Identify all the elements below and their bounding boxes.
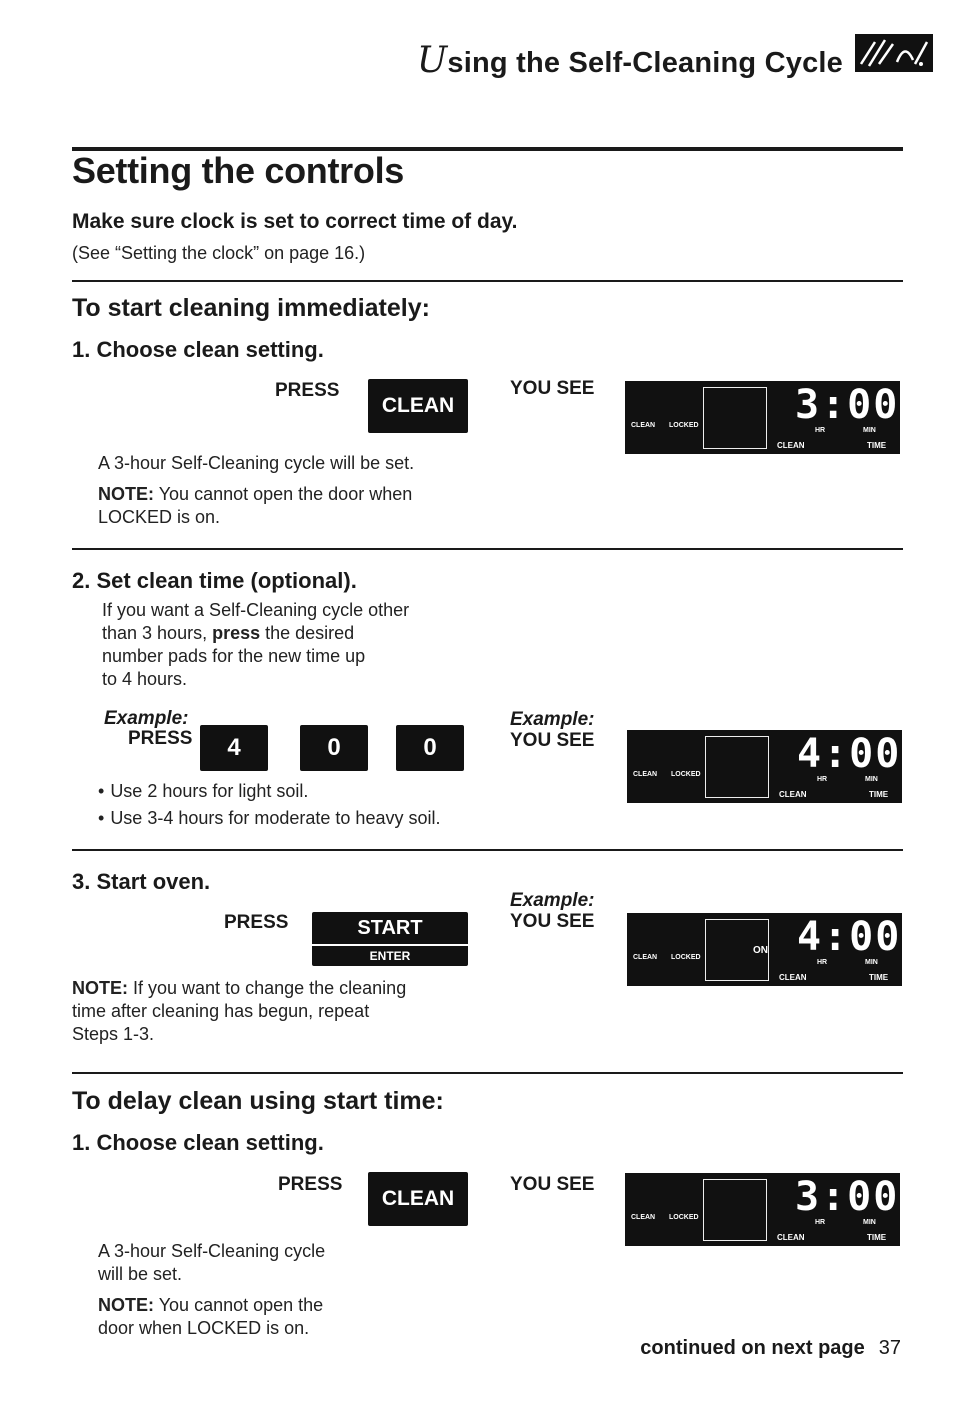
display-label-hr: HR [815, 1219, 826, 1226]
step-rule [72, 849, 903, 851]
oven-display [627, 913, 902, 986]
enter-label: ENTER [369, 949, 411, 963]
immediate-step1-title: 1. Choose clean setting. [72, 337, 324, 362]
footer [640, 1337, 901, 1360]
display-label-clean-time-clean: CLEAN [777, 1233, 805, 1242]
section-rule [72, 280, 903, 282]
display-label-clean: CLEAN [633, 771, 658, 778]
display-label-locked: LOCKED [671, 771, 701, 778]
immediate-step1-desc: A 3-hour Self-Cleaning cycle will be set. [98, 453, 415, 473]
example-label: Example: [104, 708, 189, 729]
display-label-time: TIME [869, 790, 889, 799]
oven-door-indicator [703, 1179, 767, 1241]
page-header [417, 40, 843, 81]
display-label-clean: CLEAN [631, 422, 656, 429]
immediate-heading: To start cleaning immediately: [72, 294, 430, 322]
display-label-min: MIN [863, 1219, 876, 1226]
step2-line2-c: the desired [260, 623, 355, 643]
note-text: You cannot open the [158, 1295, 324, 1315]
step2-line1: If you want a Self-Cleaning cycle other [102, 600, 410, 620]
display-label-hr: HR [815, 427, 826, 434]
example-label: Example: [510, 890, 595, 911]
start-label: START [312, 912, 468, 946]
oven-door-indicator [703, 387, 767, 449]
display-label-clean: CLEAN [631, 1214, 656, 1221]
display-digits: 4:00 [797, 914, 902, 960]
step-rule [72, 548, 903, 550]
number-pad-0[interactable]: 0 [396, 725, 464, 771]
display-label-min: MIN [863, 427, 876, 434]
header-title: sing the Self-Cleaning Cycle [447, 47, 843, 79]
immediate-step1-note-cont: LOCKED is on. [98, 507, 221, 527]
oven-display [627, 730, 902, 803]
you-see-label: YOU SEE [510, 378, 595, 399]
immediate-step2-title: 2. Set clean time (optional). [72, 568, 357, 593]
note-text: If you want to change the cleaning [133, 978, 407, 998]
display-label-time: TIME [867, 1233, 887, 1242]
display-label-min: MIN [865, 776, 878, 783]
display-label-time: TIME [869, 973, 889, 982]
display-label-time: TIME [867, 441, 887, 450]
delay-heading: To delay clean using start time: [72, 1087, 444, 1115]
step3-note [72, 977, 406, 1000]
immediate-step1-note [98, 483, 412, 506]
step2-line3: number pads for the new time up [102, 646, 366, 666]
display-label-hr: HR [817, 776, 828, 783]
delay-step1-desc-cont: will be set. [98, 1264, 183, 1284]
you-see-label: YOU SEE [510, 911, 595, 932]
display-digits: 3:00 [795, 1174, 900, 1220]
display-digits: 4:00 [797, 731, 902, 777]
clean-pad-button[interactable]: CLEAN [368, 1172, 468, 1226]
display-label-clean: CLEAN [633, 954, 658, 961]
step2-line2-b: press [212, 623, 261, 643]
number-pad-0[interactable]: 0 [300, 725, 368, 771]
page-number: 37 [878, 1337, 901, 1359]
you-see-label: YOU SEE [510, 730, 595, 751]
press-label: PRESS [224, 912, 289, 933]
delay-step1-note [98, 1294, 323, 1317]
step2-line4: to 4 hours. [102, 669, 188, 689]
oven-display [625, 381, 900, 454]
immediate-step3-title: 3. Start oven. [72, 869, 211, 894]
display-label-locked: LOCKED [671, 954, 701, 961]
display-label-hr: HR [817, 959, 828, 966]
display-label-min: MIN [865, 959, 878, 966]
oven-door-indicator [705, 736, 769, 798]
step2-line2-a: than 3 hours, [102, 623, 213, 643]
bullet-item: • Use 2 hours for light soil. [98, 780, 308, 803]
clean-pad-button[interactable]: CLEAN [368, 379, 468, 433]
clock-heading: Make sure clock is set to correct time of day. [72, 210, 518, 233]
continued-text: continued on next page [640, 1337, 865, 1359]
oven-display [625, 1173, 900, 1246]
example-label: Example: [510, 709, 595, 730]
bullet-item: • Use 3-4 hours for moderate to heavy soil. [98, 807, 440, 830]
header-initial: U [416, 40, 448, 81]
delay-step1-note-cont: door when LOCKED is on. [98, 1318, 310, 1338]
display-label-clean-time-clean: CLEAN [779, 790, 807, 799]
display-label-clean-time-clean: CLEAN [777, 441, 805, 450]
note-label: NOTE: [98, 484, 154, 504]
display-label-clean-time-clean: CLEAN [779, 973, 807, 982]
press-label: PRESS [275, 380, 340, 401]
you-see-label: YOU SEE [510, 1174, 595, 1195]
note-label: NOTE: [72, 978, 128, 998]
delay-step1-desc: A 3-hour Self-Cleaning cycle [98, 1241, 326, 1261]
step3-note-cont: time after cleaning has begun, repeat [72, 1001, 370, 1021]
self-clean-icon [855, 34, 933, 72]
clock-ref: (See “Setting the clock” on page 16.) [72, 243, 366, 263]
display-on-indicator: ON [753, 945, 768, 956]
start-enter-pad-button[interactable] [312, 912, 468, 966]
note-text: You cannot open the door when [158, 484, 413, 504]
step2-line2 [102, 622, 354, 645]
press-label: PRESS [128, 728, 193, 749]
step3-note-cont: Steps 1-3. [72, 1024, 155, 1044]
display-digits: 3:00 [795, 382, 900, 428]
note-label: NOTE: [98, 1295, 154, 1315]
page-title: Setting the controls [72, 150, 405, 191]
number-pad-4[interactable]: 4 [200, 725, 268, 771]
press-label: PRESS [278, 1174, 343, 1195]
display-label-locked: LOCKED [669, 1214, 699, 1221]
display-label-locked: LOCKED [669, 422, 699, 429]
delay-step1-title: 1. Choose clean setting. [72, 1130, 324, 1155]
section-rule [72, 1072, 903, 1074]
